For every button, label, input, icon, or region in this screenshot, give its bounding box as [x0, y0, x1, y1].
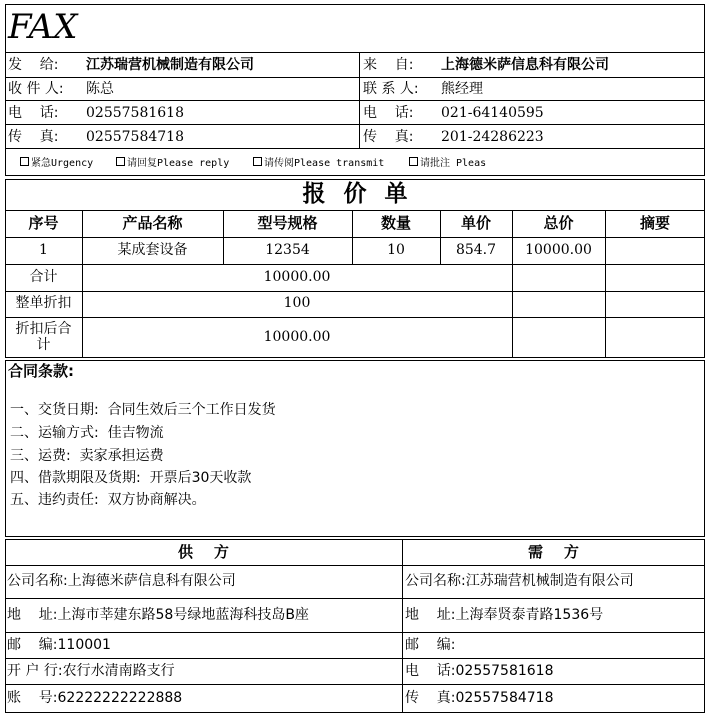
- row-total: 10000.00: [525, 241, 592, 258]
- header-name: 产品名称: [122, 214, 183, 233]
- after-discount-value: 10000.00: [263, 328, 331, 345]
- terms-item: 三、运费: 卖家承担运费: [10, 448, 164, 464]
- quote-title: 报价单: [302, 180, 426, 207]
- row-no: 1: [39, 241, 48, 258]
- supplier-address: 地 址:上海市莘建东路58号绿地蓝海科技岛B座: [7, 607, 309, 623]
- header-price: 单价: [460, 214, 491, 233]
- fax2-label: 传 真:: [363, 129, 414, 145]
- divider: [5, 658, 705, 659]
- buyer-title: 需 方: [528, 542, 579, 561]
- sum-value: 10000.00: [263, 268, 331, 285]
- fax2-value: 201-24286223: [441, 129, 544, 145]
- checkbox-icon: [409, 157, 418, 166]
- tel-label: 电 话:: [8, 105, 59, 121]
- row-price: 854.7: [455, 241, 497, 258]
- terms-item: 五、违约责任: 双方协商解决。: [10, 492, 206, 508]
- checkbox-icon: [20, 157, 29, 166]
- to-label: 发 给:: [8, 57, 59, 73]
- terms-item: 二、运输方式: 佳吉物流: [10, 425, 164, 441]
- after-discount-label: 折扣后合计: [15, 321, 72, 353]
- checkbox-comment[interactable]: 请批注 Pleas: [409, 157, 486, 169]
- checkbox-transmit[interactable]: 请传阅Please transmit: [253, 157, 384, 169]
- supplier-title: 供 方: [178, 542, 229, 561]
- terms-title: 合同条款:: [8, 362, 74, 380]
- header-qty: 数量: [380, 214, 411, 233]
- tel-value: 02557581618: [86, 105, 184, 121]
- checkbox-urgency[interactable]: 紧急Urgency: [20, 157, 93, 169]
- row-model: 12354: [265, 241, 310, 258]
- buyer-postcode: 邮 编:: [405, 637, 456, 653]
- fax-label: 传 真:: [8, 129, 59, 145]
- checkbox-icon: [253, 157, 262, 166]
- buyer-address: 地 址:上海奉贤泰青路1536号: [405, 607, 604, 623]
- supplier-company: 公司名称:上海德米萨信息科有限公司: [7, 573, 236, 589]
- header-total: 总价: [543, 214, 574, 233]
- contact-value: 熊经理: [441, 81, 483, 97]
- divider: [359, 52, 360, 148]
- divider: [5, 684, 705, 685]
- from-label: 来 自:: [363, 57, 414, 73]
- supplier-bank: 开 户 行:农行水清南路支行: [7, 663, 175, 679]
- checkbox-reply[interactable]: 请回复Please reply: [116, 157, 229, 169]
- checkbox-icon: [116, 157, 125, 166]
- buyer-tel: 电 话:02557581618: [405, 663, 554, 679]
- supplier-postcode: 邮 编:110001: [7, 637, 111, 653]
- from-value: 上海德米萨信息科有限公司: [441, 57, 609, 73]
- divider: [5, 632, 705, 633]
- divider: [5, 148, 705, 149]
- tel2-value: 021-64140595: [441, 105, 544, 121]
- header-note: 摘要: [639, 214, 670, 233]
- row-note: [605, 237, 705, 264]
- discount-label: 整单折扣: [15, 295, 72, 312]
- buyer-company: 公司名称:江苏瑞营机械制造有限公司: [405, 573, 634, 589]
- divider: [5, 77, 705, 78]
- divider: [5, 598, 705, 599]
- buyer-fax: 传 真:02557584718: [405, 690, 554, 706]
- fax-title: FAX: [8, 7, 78, 47]
- contact-label: 联 系 人:: [363, 81, 419, 97]
- supplier-account: 账 号:62222222222888: [7, 690, 183, 706]
- recipient-value: 陈总: [86, 81, 114, 97]
- divider: [5, 124, 705, 125]
- to-value: 江苏瑞营机械制造有限公司: [86, 57, 254, 73]
- fax-value: 02557584718: [86, 129, 184, 145]
- recipient-label: 收 件 人:: [8, 81, 64, 97]
- row-name: 某成套设备: [117, 241, 188, 258]
- row-qty: 10: [387, 241, 405, 258]
- header-model: 型号规格: [257, 214, 318, 233]
- discount-value: 100: [283, 295, 311, 312]
- tel2-label: 电 话:: [363, 105, 414, 121]
- header-no: 序号: [28, 214, 59, 233]
- sum-label: 合计: [29, 268, 58, 285]
- terms-item: 四、借款期限及货期: 开票后30天收款: [10, 470, 252, 486]
- terms-item: 一、交货日期: 合同生效后三个工作日发货: [10, 402, 276, 418]
- divider: [5, 100, 705, 101]
- divider: [5, 52, 705, 53]
- divider: [5, 565, 705, 566]
